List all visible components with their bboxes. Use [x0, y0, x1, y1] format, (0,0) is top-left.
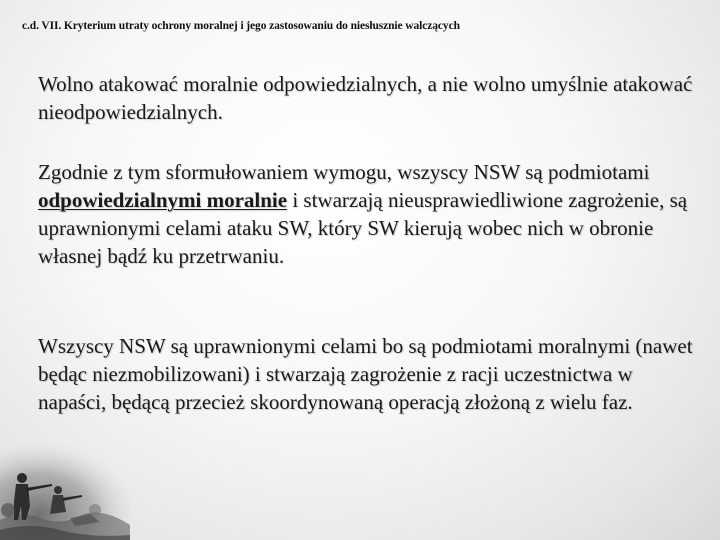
paragraph-3: Wszyscy NSW są uprawnionymi celami bo są podmiotami moralnymi (nawet będąc niezmobilizowani) i stwarzają zagrożenie z racji uczestnictwa w napaści, będącą przecież skoordynowaną operacją złożoną z wielu faz.: [38, 334, 693, 414]
paragraph-2: [38, 158, 698, 270]
paragraph-2-emphasis: odpowiedzialnymi moralnie: [38, 188, 288, 212]
soldiers-photo-graphic: [0, 440, 130, 540]
paragraph-1: Wolno atakować moralnie odpowiedzialnych, a nie wolno umyślnie atakować nieodpowiedzialnych.: [38, 72, 693, 124]
paragraph-2-text-after: i stwarzają nieusprawiedliwione zagrożenie, są uprawnionymi celami ataku SW, który SW kierują wobec nich w obronie własnej bądź ku przetrwaniu.: [38, 188, 688, 268]
slide-title: c.d. VII. Kryterium utraty ochrony moralnej i jego zastosowaniu do niesłusznie walczących: [22, 20, 460, 32]
soldiers-photo-icon: [0, 440, 130, 540]
paragraph-2-text-before: Zgodnie z tym sformułowaniem wymogu, wszyscy NSW są podmiotami: [38, 160, 650, 184]
